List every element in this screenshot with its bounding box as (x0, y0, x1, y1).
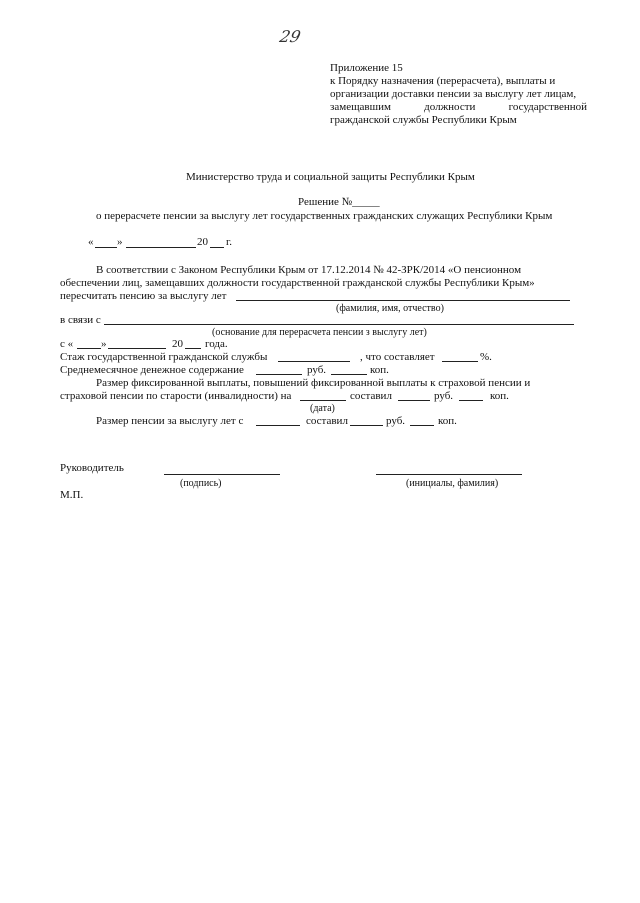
decision-subtitle: о перерасчете пенсии за выслугу лет государственных гражданских служащих Республики Крым (96, 210, 553, 222)
fio-caption: (фамилия, имя, отчество) (336, 303, 444, 314)
pension-date-blank[interactable] (256, 425, 300, 426)
pension-rub: руб. (386, 415, 406, 427)
date-day-blank[interactable] (95, 247, 117, 248)
from-suffix: года. (205, 338, 228, 350)
from-day-blank[interactable] (77, 348, 101, 349)
appendix-line-3 (330, 101, 587, 114)
service-label: Стаж государственной гражданской службы (60, 351, 268, 363)
date-year-blank[interactable] (210, 247, 224, 248)
basis-blank[interactable] (104, 324, 574, 325)
appendix-word: должности (424, 101, 476, 113)
signature-caption: (подпись) (180, 478, 222, 489)
appendix-line-2: организации доставки пенсии за выслугу лет лицам, (330, 88, 577, 100)
pension-label-b: составил (306, 415, 348, 427)
fixed-rub: руб. (434, 390, 454, 402)
fixed-line-1: Размер фиксированной выплаты, повышений фиксированной выплаты к страховой пенсии и (96, 377, 531, 389)
fixed-kop-blank[interactable] (459, 400, 483, 401)
initials-blank[interactable] (376, 474, 522, 475)
stamp-label: М.П. (60, 489, 84, 501)
fixed-line-2-b: составил (350, 390, 392, 402)
from-quote-close: » (101, 338, 107, 350)
avg-rub-blank[interactable] (256, 374, 302, 375)
appendix-word: замещавшим (330, 101, 391, 113)
para1-line-3: пересчитать пенсию за выслугу лет (60, 290, 227, 302)
ministry-name: Министерство труда и социальной защиты Республики Крым (186, 171, 475, 183)
appendix-line-1: к Порядку назначения (перерасчета), выплаты и (330, 75, 556, 87)
decision-title: Решение №_____ (298, 196, 380, 208)
basis-caption: (основание для перерасчета пенсии з выслугу лет) (212, 327, 427, 338)
appendix-word: государственной (508, 101, 587, 113)
service-pct-blank[interactable] (442, 361, 478, 362)
pension-rub-blank[interactable] (350, 425, 383, 426)
date-month-blank[interactable] (126, 247, 196, 248)
fixed-date-blank[interactable] (300, 400, 346, 401)
fixed-line-2-a: страховой пенсии по старости (инвалидности) на (60, 390, 292, 402)
date-caption: (дата) (310, 403, 335, 414)
avg-kop: коп. (370, 364, 389, 376)
para1-line-1: В соответствии с Законом Республики Крым от 17.12.2014 № 42-ЗРК/2014 «О пенсионном (96, 264, 522, 276)
avg-kop-blank[interactable] (331, 374, 367, 375)
in-connection-label: в связи с (60, 314, 101, 326)
appendix-header (330, 62, 587, 127)
signature-blank[interactable] (164, 474, 280, 475)
from-month-blank[interactable] (108, 348, 166, 349)
avg-label: Среднемесячное денежное содержание (60, 364, 244, 376)
from-year-blank[interactable] (185, 348, 201, 349)
service-blank[interactable] (278, 361, 350, 362)
appendix-title: Приложение 15 (330, 62, 403, 74)
service-mid: , что составляет (360, 351, 435, 363)
initials-caption: (инициалы, фамилия) (406, 478, 499, 489)
pension-kop-blank[interactable] (410, 425, 434, 426)
service-pct: %. (480, 351, 492, 363)
para1-line-2: обеспечении лиц, замещавших должности государственной гражданской службы Республики Крым» (60, 277, 535, 289)
from-prefix: с « (60, 338, 74, 350)
date-open-quote: « (88, 236, 94, 248)
from-year: 20 (172, 338, 183, 350)
fio-blank[interactable] (236, 300, 570, 301)
head-label: Руководитель (60, 462, 124, 474)
pension-kop: коп. (438, 415, 457, 427)
handwritten-page-number: 29 (277, 27, 303, 46)
pension-label: Размер пенсии за выслугу лет с (96, 415, 244, 427)
date-close-quote: » (117, 236, 123, 248)
date-year-prefix: 20 (197, 236, 208, 248)
fixed-kop: коп. (490, 390, 509, 402)
date-suffix: г. (226, 236, 233, 248)
fixed-rub-blank[interactable] (398, 400, 430, 401)
appendix-line-4: гражданской службы Республики Крым (330, 114, 517, 126)
avg-rub: руб. (307, 364, 327, 376)
